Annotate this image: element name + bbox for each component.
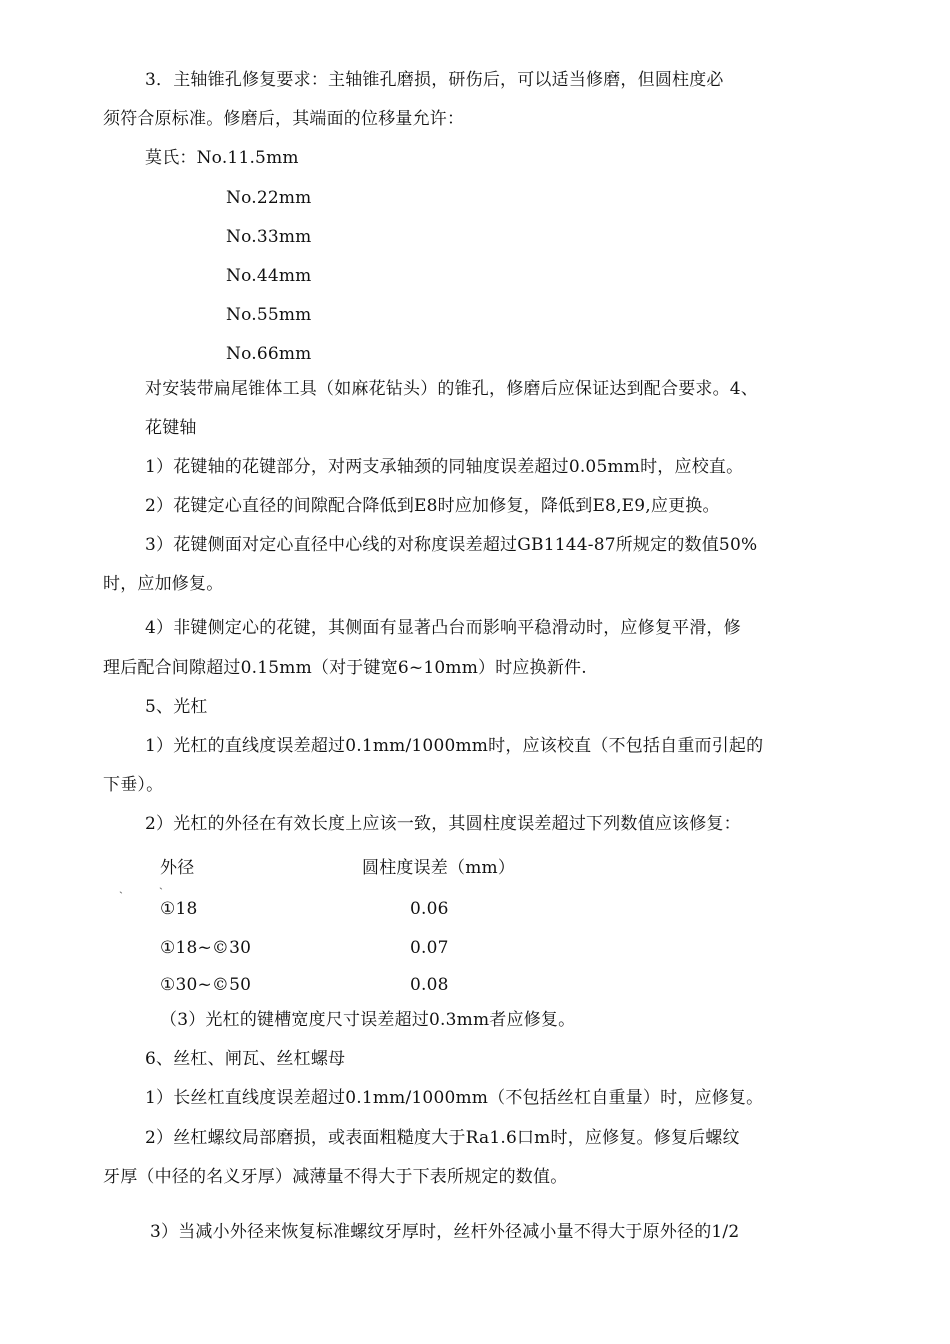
- morse-item: No.11.5mm: [196, 148, 299, 168]
- section3-line1: 3．主轴锥孔修复要求：主轴锥孔磨损，研伤后，可以适当修磨，但圆柱度必: [145, 70, 724, 90]
- section6-item2-line1: 2）丝杠螺纹局部磨损，或表面粗糙度大于Ra1.6口m时，应修复。修复后螺纹: [145, 1128, 740, 1148]
- section5-item3: （3）光杠的键槽宽度尺寸误差超过0.3mm者应修复。: [160, 1010, 576, 1030]
- table-row-diameter: ①18~©30: [160, 938, 252, 958]
- section4-item4-line2: 理后配合间隙超过0.15mm（对于键宽6~10mm）时应换新件.: [103, 658, 587, 678]
- section5-item1-line2: 下垂）。: [103, 775, 164, 795]
- morse-item: No.55mm: [226, 305, 312, 325]
- morse-item: No.22mm: [226, 188, 312, 208]
- table-row-tolerance: 0.08: [410, 975, 449, 995]
- morse-item: No.33mm: [226, 227, 312, 247]
- morse-item: No.44mm: [226, 266, 312, 286]
- table-row-diameter: ①30~©50: [160, 975, 252, 995]
- section5-item2: 2）光杠的外径在有效长度上应该一致，其圆柱度误差超过下列数值应该修复：: [145, 814, 741, 834]
- table-header-cylindricity: 圆柱度误差（mm）: [362, 858, 516, 878]
- morse-item: No.66mm: [226, 344, 312, 364]
- morse-row-1: [145, 146, 299, 170]
- section6-item1: 1）长丝杠直线度误差超过0.1mm/1000mm（不包括丝杠自重量）时，应修复。: [145, 1088, 764, 1108]
- section4-item1: 1）花键轴的花键部分，对两支承轴颈的同轴度误差超过0.05mm时，应校直。: [145, 457, 744, 477]
- section5-item1-line1: 1）光杠的直线度误差超过0.1mm/1000mm时，应该校直（不包括自重而引起的: [145, 736, 764, 756]
- table-row-tolerance: 0.06: [410, 899, 449, 919]
- section6-item2-line2: 牙厚（中径的名义牙厚）减薄量不得大于下表所规定的数值。: [103, 1167, 568, 1187]
- section4-item4-line1: 4）非键侧定心的花键，其侧面有显著凸台而影响平稳滑动时，应修复平滑，修: [145, 618, 741, 638]
- table-header-diameter: 外径: [160, 858, 195, 878]
- flat-tail-line: 对安装带扁尾锥体工具（如麻花钻头）的锥孔，修磨后应保证达到配合要求。4、: [145, 379, 759, 399]
- table-row-diameter: ①18: [160, 899, 198, 919]
- morse-label: 莫氏：: [145, 148, 197, 168]
- section5-title: 5、光杠: [145, 697, 208, 717]
- section4-title: 花键轴: [145, 418, 197, 438]
- section4-item3-line1: 3）花键侧面对定心直径中心线的对称度误差超过GB1144-87所规定的数值50%: [145, 535, 758, 555]
- stray-mark: ˏ: [119, 880, 123, 894]
- section6-item3: 3）当减小外径来恢复标准螺纹牙厚时，丝杆外径减小量不得大于原外径的1/2: [150, 1222, 740, 1242]
- section4-item2: 2）花键定心直径的间隙配合降低到E8时应加修复，降低到E8,E9,应更换。: [145, 496, 720, 516]
- section3-line2: 须符合原标准。修磨后，其端面的位移量允许：: [103, 109, 465, 129]
- section6-title: 6、丝杠、闸瓦、丝杠螺母: [145, 1049, 346, 1069]
- section4-item3-line2: 时，应加修复。: [103, 574, 224, 594]
- stray-mark: ˎ: [159, 876, 163, 890]
- table-row-tolerance: 0.07: [410, 938, 449, 958]
